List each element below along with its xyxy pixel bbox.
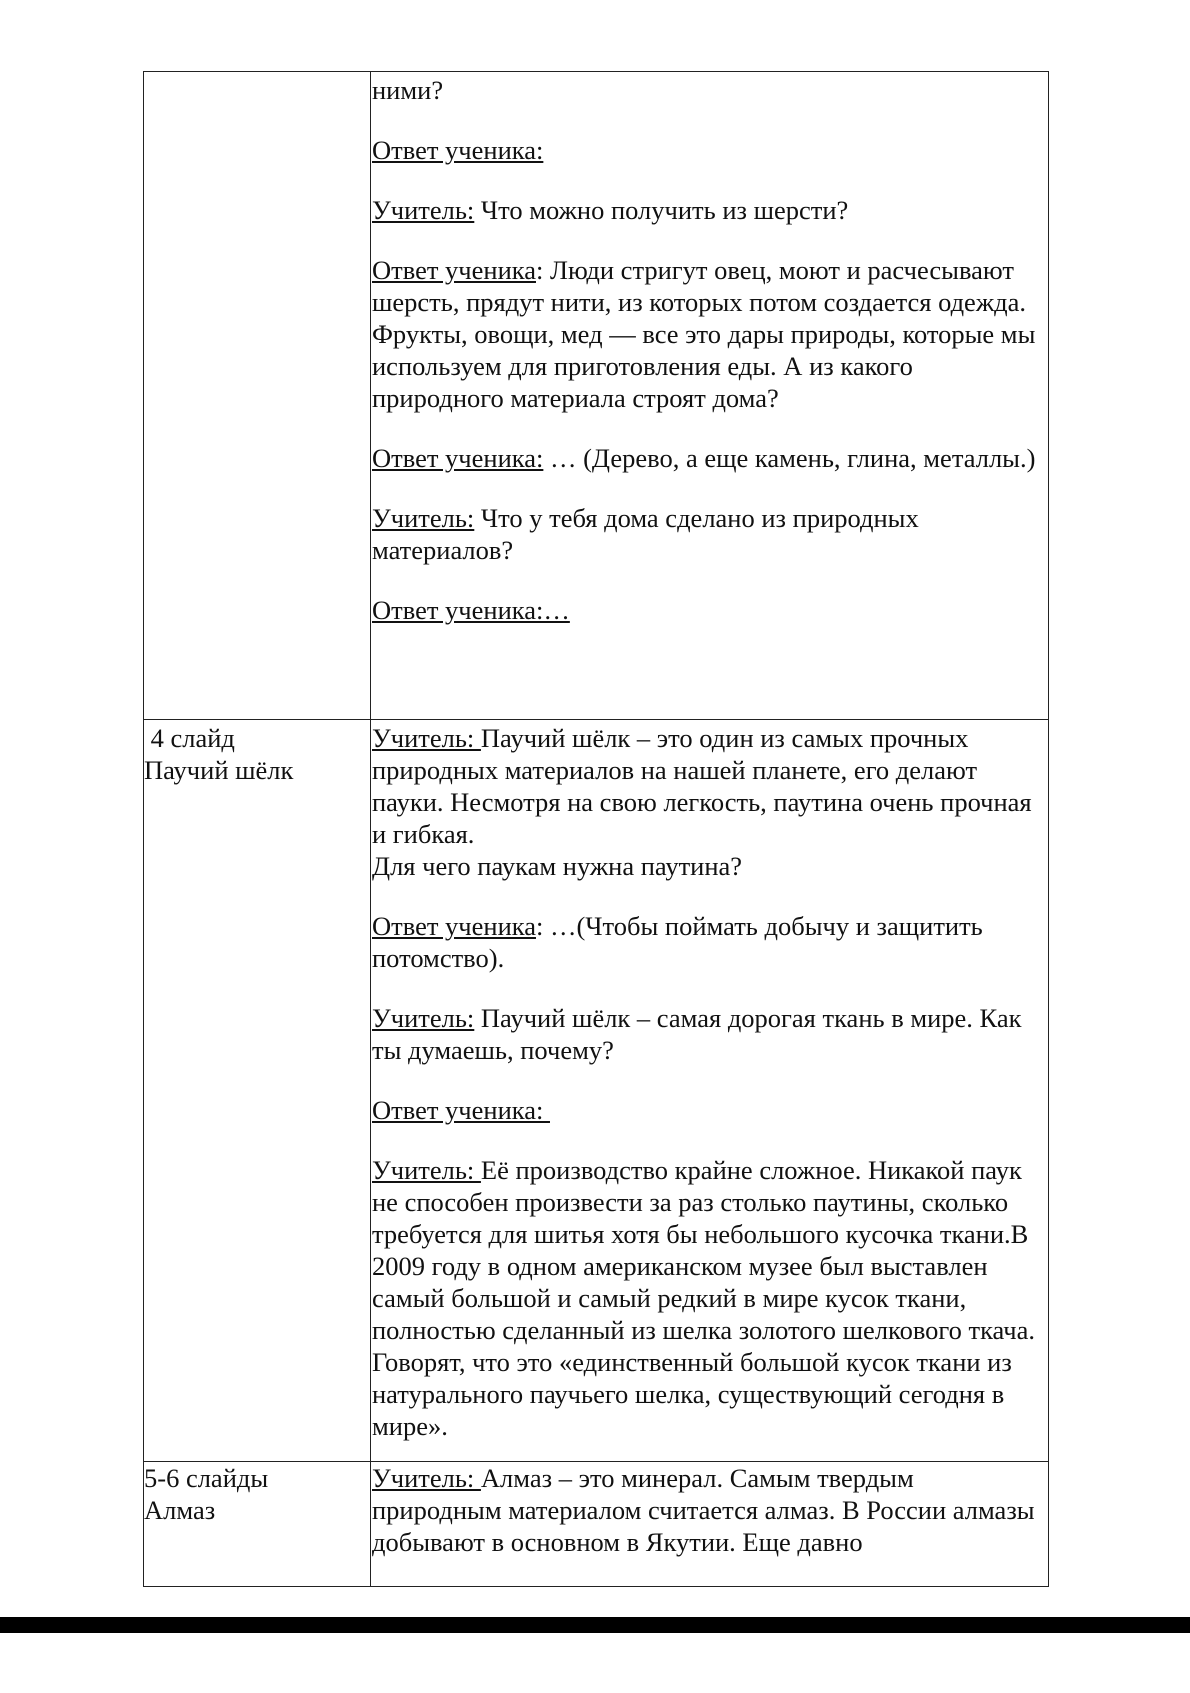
row2-paragraph: Учитель: Паучий шёлк – самая дорогая ткань в мире. Как ты думаешь, почему?: [372, 1003, 1022, 1065]
row3-content-cell: [372, 1462, 1048, 1558]
slide-title: Паучий шёлк: [144, 755, 294, 785]
row3-paragraph: Учитель: Алмаз – это минерал. Самым твердым природным материалом считается алмаз. В России алмазы добывают в основном в Якутии. Еще давно: [372, 1463, 1035, 1557]
lesson-table: [143, 71, 1049, 1587]
page-bottom-bar: [0, 1617, 1190, 1633]
row1-paragraph: Ответ ученика: Люди стригут овец, моют и расчесывают шерсть, прядут нити, из которых потом создается одежда. Фрукты, овощи, мед — все это дары природы, которые мы используем для приготовления еды. А из какого природного материала строят дома?: [372, 255, 1036, 413]
row3-slide-cell: [144, 1462, 368, 1526]
row2-paragraph: Для чего паукам нужна паутина?: [372, 851, 743, 881]
row1-paragraph: Учитель: Что можно получить из шерсти?: [372, 195, 849, 225]
slide-title: Алмаз: [144, 1495, 216, 1525]
row2-slide-cell: [144, 722, 368, 786]
row-divider: [144, 719, 1048, 720]
column-divider: [370, 72, 371, 1586]
row1-paragraph: Учитель: Что у тебя дома сделано из природных материалов?: [372, 503, 919, 565]
slide-number: 5-6 слайды: [144, 1463, 269, 1493]
slide-number: 4 слайд: [144, 723, 235, 753]
row1-paragraph: ними?: [372, 75, 444, 105]
row2-paragraph: Учитель: Паучий шёлк – это один из самых прочных природных материалов на нашей планете, его делают пауки. Несмотря на свою легкость, паутина очень прочная и гибкая.: [372, 723, 1032, 849]
row1-paragraph: Ответ ученика:: [372, 135, 544, 165]
row2-paragraph: Учитель: Её производство крайне сложное. Никакой паук не способен произвести за раз столько паутины, сколько требуется для шитья хотя бы небольшого кусочка ткани.В 2009 году в одном американском музее был выставлен самый большой и самый редкий в мире кусок ткани, полностью сделанный из шелка золотого шелкового ткача. Говорят, что это «единственный большой кусок ткани из натурального паучьего шелка, существующий сегодня в мире».: [372, 1155, 1035, 1441]
row1-paragraph: Ответ ученика: … (Дерево, а еще камень, глина, металлы.): [372, 443, 1036, 473]
row2-paragraph: Ответ ученика: …(Чтобы поймать добычу и защитить потомство).: [372, 911, 983, 973]
row2-content-cell: [372, 722, 1048, 1442]
row2-paragraph: Ответ ученика:: [372, 1095, 550, 1125]
row1-content-cell: [372, 74, 1048, 626]
row1-paragraph: Ответ ученика:…: [372, 595, 570, 625]
